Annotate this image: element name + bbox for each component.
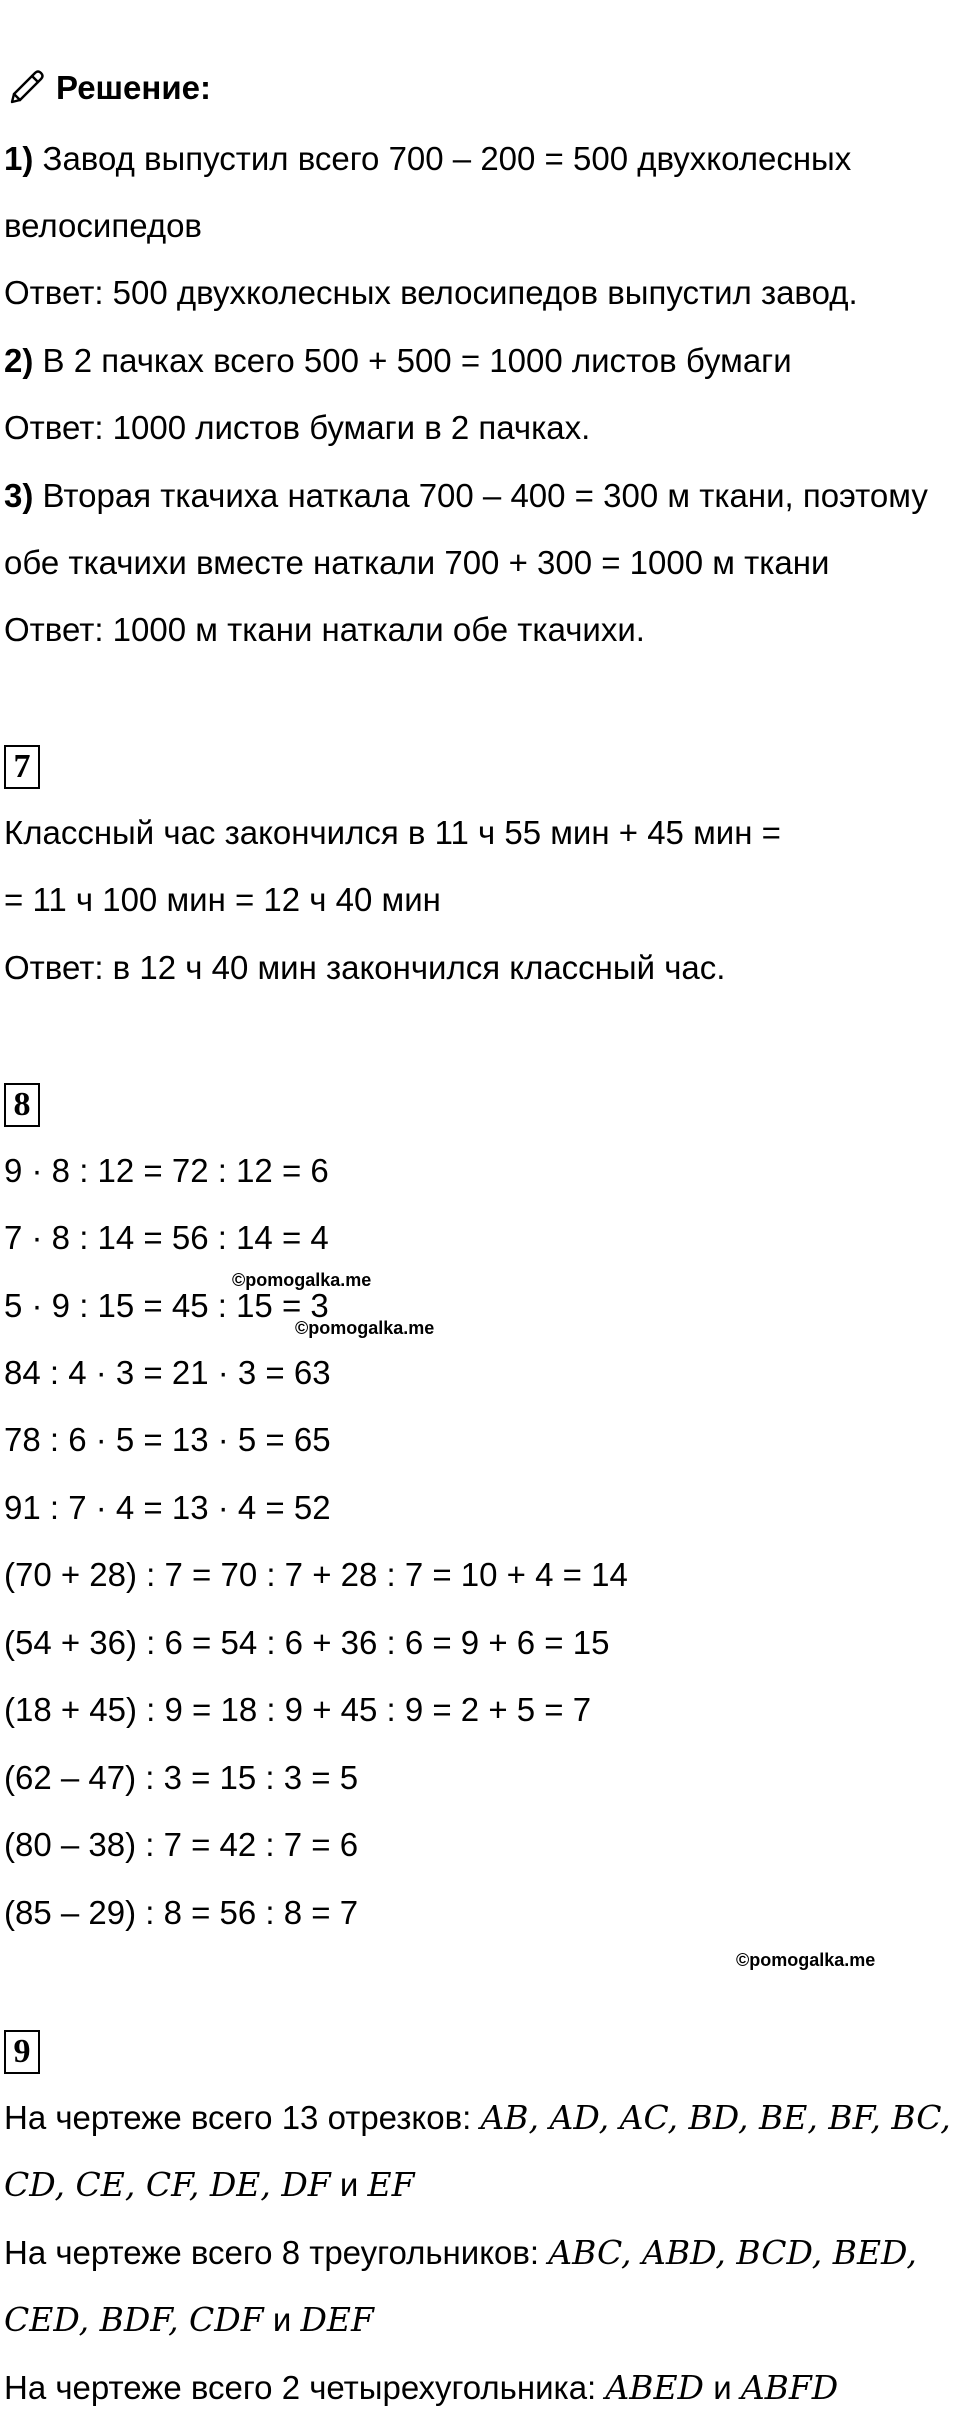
task7-line-2: = 11 ч 100 мин = 12 ч 40 мин [4, 881, 441, 918]
segments-list: AB, AD, AC, BD, BE, BF, BC, [480, 2098, 951, 2137]
item-number: 2) [4, 342, 34, 379]
triangles-label: На чертеже всего 8 треугольников: [4, 2234, 549, 2271]
solution-item-3 [4, 476, 928, 516]
solution-answer-3: Ответ: 1000 м ткани наткали обе ткачихи. [4, 611, 645, 648]
solution-item-3-cont: обе ткачихи вместе наткали 700 + 300 = 1000 м ткани [4, 544, 830, 581]
task7-line-1: Классный час закончился в 11 ч 55 мин + 45 мин = [4, 814, 781, 851]
segments-label: На чертеже всего 13 отрезков: [4, 2099, 481, 2136]
conjunction: и [330, 2166, 368, 2203]
task-number-box: 8 [4, 1083, 40, 1127]
task7-answer: Ответ: в 12 ч 40 мин закончился классный час. [4, 949, 726, 986]
solution-answer-1: Ответ: 500 двухколесных велосипедов выпустил завод. [4, 274, 858, 311]
task9-triangles [4, 2233, 917, 2273]
quads-list: ABED [605, 2368, 705, 2407]
solution-item-2 [4, 341, 792, 381]
triangles-list: CED, BDF, CDF [4, 2300, 264, 2339]
task8-line: (18 + 45) : 9 = 18 : 9 + 45 : 9 = 2 + 5 = 7 [4, 1691, 592, 1728]
item-number: 3) [4, 477, 34, 514]
task8-line: (85 – 29) : 8 = 56 : 8 = 7 [4, 1894, 359, 1931]
task9-segments [4, 2098, 951, 2138]
conjunction: и [704, 2369, 741, 2406]
item-number: 1) [4, 140, 34, 177]
task8-line: 9 · 8 : 12 = 72 : 12 = 6 [4, 1152, 329, 1189]
triangles-list: ABC, ABD, BCD, BED, [548, 2233, 917, 2272]
task8-line: 84 : 4 · 3 = 21 · 3 = 63 [4, 1354, 331, 1391]
task8-line: (54 + 36) : 6 = 54 : 6 + 36 : 6 = 9 + 6 = 15 [4, 1624, 610, 1661]
solution-answer-2: Ответ: 1000 листов бумаги в 2 пачках. [4, 409, 591, 446]
quads-list: ABFD [740, 2368, 839, 2407]
item-text: Вторая ткачиха наткала 700 – 400 = 300 м ткани, поэтому [33, 477, 928, 514]
segments-list: EF [367, 2165, 415, 2204]
task8-line: (70 + 28) : 7 = 70 : 7 + 28 : 7 = 10 + 4 = 14 [4, 1556, 628, 1593]
solution-item-1-cont: велосипедов [4, 207, 202, 244]
item-text: В 2 пачках всего 500 + 500 = 1000 листов бумаги [33, 342, 792, 379]
task8-line: 5 · 9 : 15 = 45 : 15 = 3 [4, 1287, 329, 1324]
solution-item-1 [4, 139, 851, 179]
item-text: Завод выпустил всего 700 – 200 = 500 двухколесных [33, 140, 852, 177]
pencil-icon [4, 66, 48, 110]
triangles-list: DEF [300, 2300, 374, 2339]
task8-line: (62 – 47) : 3 = 15 : 3 = 5 [4, 1759, 359, 1796]
solution-heading [4, 66, 211, 110]
task8-line: 7 · 8 : 14 = 56 : 14 = 4 [4, 1219, 329, 1256]
watermark: ©pomogalka.me [295, 1318, 435, 1338]
task8-line: 78 : 6 · 5 = 13 · 5 = 65 [4, 1421, 331, 1458]
task9-triangles-cont [4, 2300, 374, 2340]
task9-quadrilaterals [4, 2368, 838, 2408]
segments-list: CD, CE, CF, DE, DF [4, 2165, 331, 2204]
watermark: ©pomogalka.me [232, 1270, 372, 1290]
task8-line: (80 – 38) : 7 = 42 : 7 = 6 [4, 1826, 359, 1863]
watermark: ©pomogalka.me [736, 1950, 876, 1970]
task8-line: 91 : 7 · 4 = 13 · 4 = 52 [4, 1489, 331, 1526]
task9-segments-cont [4, 2165, 414, 2205]
task-number-box: 7 [4, 745, 40, 789]
conjunction: и [263, 2301, 301, 2338]
quads-label: На чертеже всего 2 четырехугольника: [4, 2369, 606, 2406]
task-number-box: 9 [4, 2030, 40, 2074]
solution-title: Решение: [56, 69, 211, 106]
